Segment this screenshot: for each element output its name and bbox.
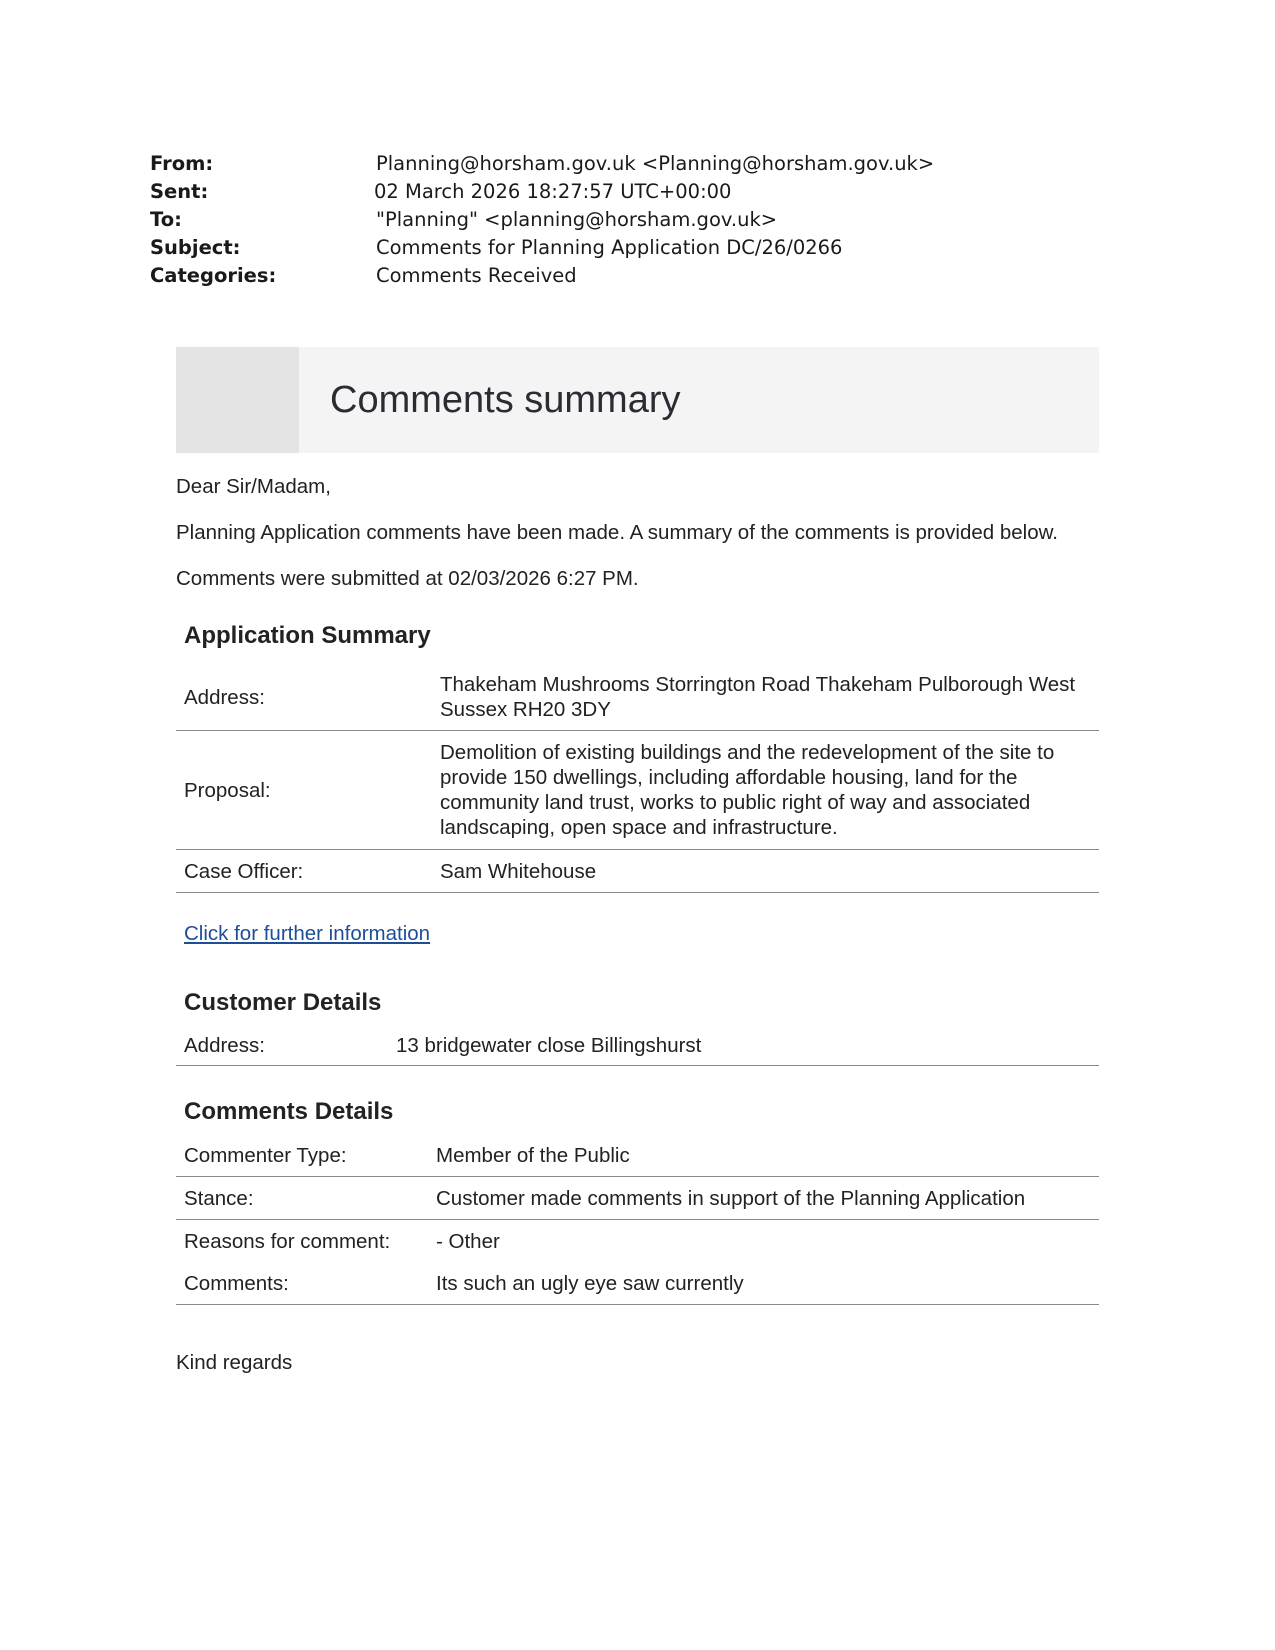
row-value: Customer made comments in support of the Planning Application xyxy=(436,1177,1099,1220)
table-row xyxy=(176,1220,1099,1263)
row-label: Stance: xyxy=(176,1177,436,1220)
row-value: Its such an ugly eye saw currently xyxy=(436,1262,1099,1305)
customer-details-table xyxy=(176,1025,1099,1066)
further-info-link-row xyxy=(176,921,1099,947)
row-value: Demolition of existing buildings and the redevelopment of the site to provide 150 dwellings, including affordable housing, land for the community land trust, works to public right of way and associated landscaping, open space and infrastructure. xyxy=(440,731,1099,850)
row-value: - Other xyxy=(436,1229,500,1253)
table-row xyxy=(176,1025,1099,1066)
closing-text: Kind regards xyxy=(176,1351,293,1374)
table-row xyxy=(176,1134,1099,1177)
comments-details-table xyxy=(176,1134,1099,1305)
row-label: Address: xyxy=(176,1025,396,1066)
intro-text: Planning Application comments have been made. A summary of the comments is provided below. xyxy=(176,521,1058,544)
categories-value: Comments Received xyxy=(376,264,577,287)
row-value: Thakeham Mushrooms Storrington Road Thakeham Pulborough West Sussex RH20 3DY xyxy=(440,664,1099,731)
to-value: "Planning" <planning@horsham.gov.uk> xyxy=(376,208,778,231)
banner xyxy=(176,347,1099,453)
subject-value: Comments for Planning Application DC/26/0266 xyxy=(376,236,843,259)
table-row xyxy=(176,731,1099,850)
row-label: Address: xyxy=(176,664,440,731)
from-label: From: xyxy=(150,152,214,175)
row-value: Sam Whitehouse xyxy=(440,850,1099,893)
banner-side-block xyxy=(176,347,299,453)
subject-label: Subject: xyxy=(150,236,241,259)
table-row xyxy=(176,664,1099,731)
further-info-link[interactable]: Click for further information xyxy=(184,922,431,945)
row-label: Reasons for comment: xyxy=(184,1229,391,1253)
customer-details-title: Customer Details xyxy=(184,989,382,1016)
row-label: Comments: xyxy=(176,1262,436,1305)
submitted-text: Comments were submitted at 02/03/2026 6:27 PM. xyxy=(176,567,639,590)
sent-value: 02 March 2026 18:27:57 UTC+00:00 xyxy=(374,180,732,203)
table-row xyxy=(176,850,1099,893)
application-summary-title: Application Summary xyxy=(184,622,431,649)
banner-title: Comments summary xyxy=(330,379,681,421)
row-label: Commenter Type: xyxy=(176,1134,436,1177)
table-row xyxy=(176,1262,1099,1305)
to-label: To: xyxy=(150,208,182,231)
table-row xyxy=(176,1177,1099,1220)
row-value: Member of the Public xyxy=(436,1134,1099,1177)
row-value: 13 bridgewater close Billingshurst xyxy=(396,1025,1099,1066)
comments-details-title: Comments Details xyxy=(184,1098,394,1125)
row-label: Proposal: xyxy=(176,731,440,850)
row-label: Case Officer: xyxy=(176,850,440,893)
greeting: Dear Sir/Madam, xyxy=(176,475,331,498)
email-body xyxy=(176,347,1099,1376)
categories-label: Categories: xyxy=(150,264,277,287)
sent-label: Sent: xyxy=(150,180,209,203)
application-summary-table xyxy=(176,664,1099,893)
from-value: Planning@horsham.gov.uk <Planning@horsham.gov.uk> xyxy=(376,152,935,175)
